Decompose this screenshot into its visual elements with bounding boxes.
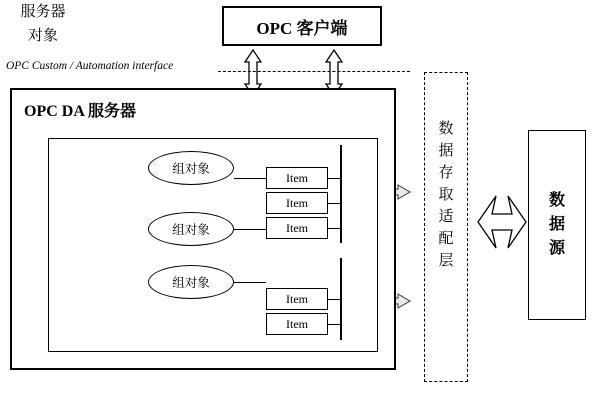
interface-label: OPC Custom / Automation interface	[6, 60, 174, 72]
data-source-char-1: 数	[548, 192, 565, 209]
item-box-5	[266, 313, 328, 335]
item-box-2-label: Item	[286, 195, 308, 210]
connector-group1-items	[234, 178, 266, 179]
opc-client-label: OPC 客户端	[256, 18, 348, 38]
adapter-char-7: 层	[438, 253, 454, 269]
interface-dashed-line	[218, 71, 410, 72]
item-box-1-label: Item	[286, 170, 308, 185]
connector-group2-line	[234, 229, 266, 230]
data-source-label	[549, 189, 565, 261]
arrow-adapter-datasource	[478, 196, 526, 248]
item-box-4	[266, 288, 328, 310]
server-object-label-line1: 服务器	[20, 4, 66, 20]
group-object-3-label: 组对象	[172, 276, 210, 290]
adapter-char-6: 配	[438, 231, 454, 247]
item-box-3-label: Item	[286, 220, 308, 235]
connector-group3-items	[234, 282, 266, 283]
item-box-3	[266, 217, 328, 239]
group-object-2	[148, 212, 234, 246]
item-box-2	[266, 192, 328, 214]
opc-da-server-title: OPC DA 服务器	[24, 103, 137, 120]
group-object-1	[148, 151, 234, 185]
item-stack-bar-lower	[340, 258, 342, 340]
group-object-3	[148, 265, 234, 299]
data-source-box	[528, 130, 586, 320]
group-object-2-label: 组对象	[172, 223, 210, 237]
adapter-char-5: 适	[438, 209, 454, 225]
data-source-char-3: 源	[548, 240, 565, 257]
item-box-1	[266, 167, 328, 189]
adapter-layer-label	[424, 118, 468, 272]
adapter-char-4: 取	[438, 187, 454, 203]
adapter-char-2: 据	[438, 143, 454, 159]
adapter-char-1: 数	[438, 121, 454, 137]
server-object-label-line2: 对象	[27, 28, 58, 44]
item-box-4-label: Item	[286, 291, 308, 306]
server-object-label	[0, 0, 86, 48]
item-box-5-label: Item	[286, 316, 308, 331]
data-source-char-2: 据	[548, 216, 565, 233]
opc-client-box	[222, 6, 382, 46]
item-stack-bar-upper	[340, 145, 342, 243]
group-object-1-label: 组对象	[172, 162, 210, 176]
adapter-char-3: 存	[438, 165, 454, 181]
